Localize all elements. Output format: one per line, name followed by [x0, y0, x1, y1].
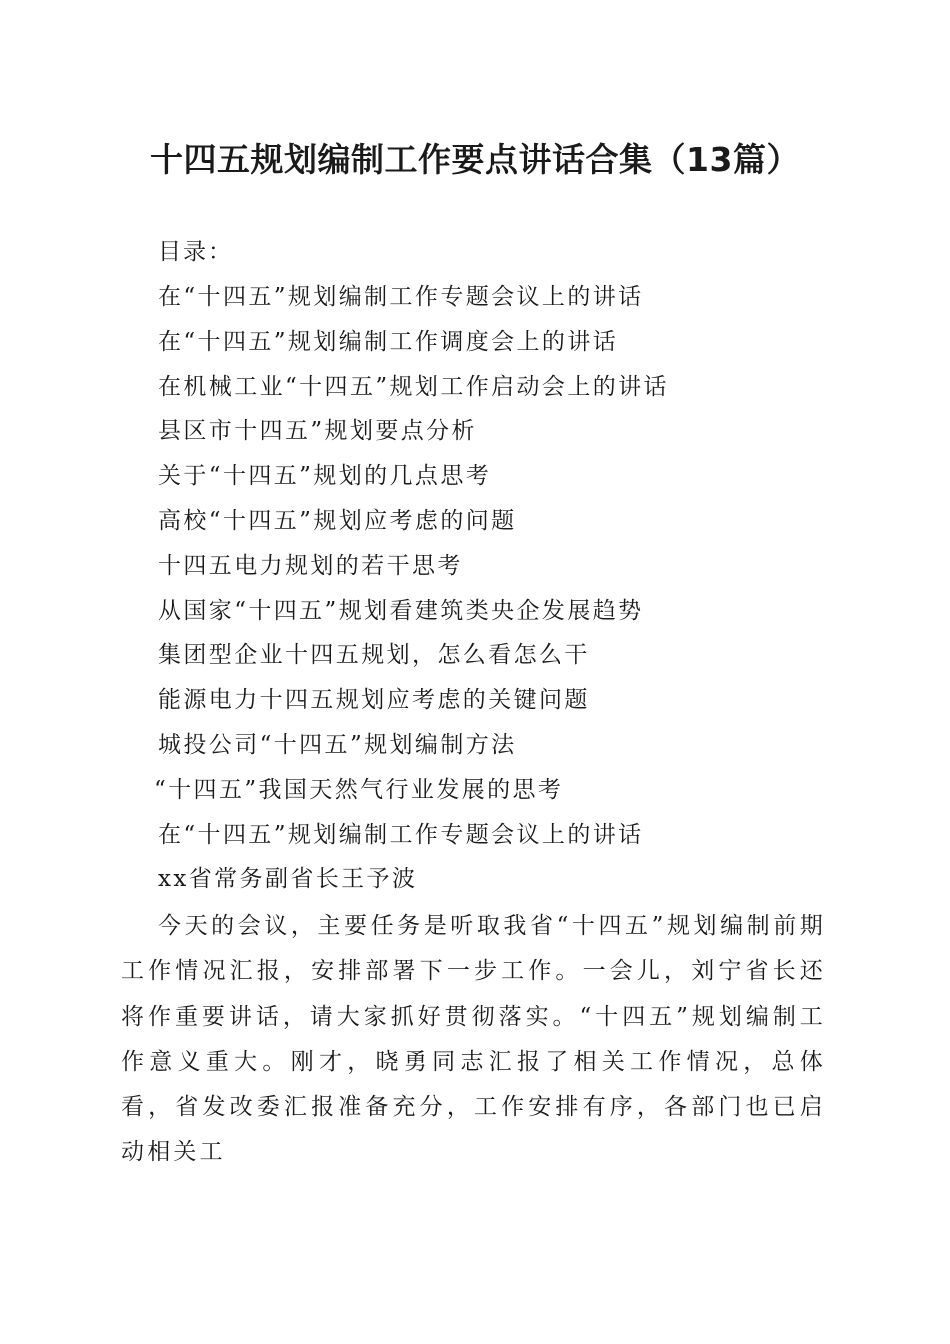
toc-label: 目录： — [158, 239, 233, 265]
body-paragraph: 今天的会议，主要任务是听取我省“十四五”规划编制前期工作情况汇报，安排部署下一步工作。一会儿，刘宁省长还将作重要讲话，请大家抓好贯彻落实。“十四五”规划编制工作意义重大。刚才，晓勇同志汇报了相关工作情况，总体看，省发改委汇报准备充分，工作安排有序，各部门也已启动相关工 — [121, 913, 826, 1166]
toc-item: 在“十四五”规划编制工作专题会议上的讲话 — [158, 821, 644, 848]
toc-item: 在“十四五”规划编制工作专题会议上的讲话 — [158, 284, 644, 310]
toc-item: 在机械工业“十四五”规划工作启动会上的讲话 — [158, 373, 669, 400]
toc-item: 集团型企业十四五规划，怎么看怎么干 — [158, 642, 590, 669]
toc-item: 县区市十四五”规划要点分析 — [158, 418, 477, 445]
toc-item: 城投公司“十四五”规划编制方法 — [158, 731, 517, 758]
toc-item: 在“十四五”规划编制工作调度会上的讲话 — [158, 328, 619, 355]
toc-item: “十四五”我国天然气行业发展的思考 — [154, 776, 564, 803]
speaker-line: xx省常务副省长王予波 — [158, 866, 418, 892]
document-title: 十四五规划编制工作要点讲话合集（13篇） — [150, 140, 800, 179]
toc-item: 从国家“十四五”规划看建筑类央企发展趋势 — [158, 597, 644, 624]
toc-item: 十四五电力规划的若干思考 — [158, 552, 463, 579]
toc-item: 能源电力十四五规划应考虑的关键问题 — [158, 687, 590, 714]
toc-item: 关于“十四五”规划的几点思考 — [158, 463, 492, 490]
toc-item: 高校“十四五”规划应考虑的问题 — [158, 507, 517, 534]
table-of-contents — [154, 279, 669, 861]
